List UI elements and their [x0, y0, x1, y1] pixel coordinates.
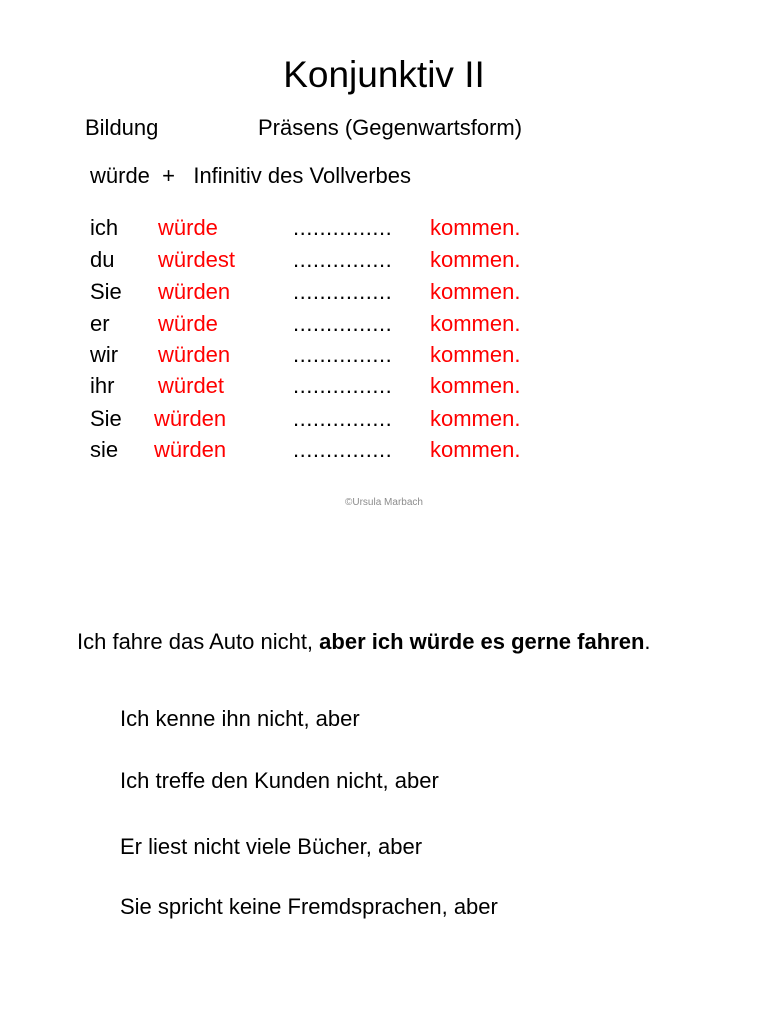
conjugation-row [0, 404, 768, 434]
exercise-item: Ich kenne ihn nicht, aber [120, 706, 360, 731]
auxiliary-verb: würde [158, 215, 218, 240]
auxiliary-verb: würdest [158, 247, 236, 272]
formula-text: würde + Infinitiv des Vollverbes [90, 163, 411, 188]
blank-dots: ............... [293, 406, 393, 431]
infinitive: kommen. [430, 373, 521, 398]
pronoun: sie [90, 437, 119, 462]
pronoun: wir [90, 342, 119, 367]
blank-dots: ............... [293, 311, 393, 336]
pronoun: du [90, 247, 115, 272]
blank-dots: ............... [293, 342, 393, 367]
conjugation-row [0, 213, 768, 243]
pronoun: ihr [90, 373, 115, 398]
praesens-label: Präsens (Gegenwartsform) [258, 115, 523, 140]
infinitive: kommen. [430, 311, 521, 336]
blank-dots: ............... [293, 437, 393, 462]
blank-dots: ............... [293, 279, 393, 304]
pronoun: Sie [90, 406, 122, 431]
example-plain: Ich fahre das Auto nicht, [77, 629, 320, 654]
auxiliary-verb: würde [158, 311, 218, 336]
conjugation-row [0, 245, 768, 275]
auxiliary-verb: würden [158, 279, 231, 304]
conjugation-row [0, 435, 768, 465]
conjugation-row [0, 309, 768, 339]
auxiliary-verb: würden [154, 406, 227, 431]
exercise-item: Ich treffe den Kunden nicht, aber [120, 768, 439, 793]
auxiliary-verb: würden [154, 437, 227, 462]
copyright-note: ©Ursula Marbach [345, 497, 423, 508]
exercise-item: Sie spricht keine Fremdsprachen, aber [120, 894, 498, 919]
example-end: . [644, 629, 651, 654]
infinitive: kommen. [430, 437, 521, 462]
blank-dots: ............... [293, 247, 393, 272]
infinitive: kommen. [430, 279, 521, 304]
conjugation-row [0, 340, 768, 370]
blank-dots: ............... [293, 215, 393, 240]
bildung-label: Bildung [85, 115, 159, 140]
blank-dots: ............... [293, 373, 393, 398]
infinitive: kommen. [430, 247, 521, 272]
exercise-item: Er liest nicht viele Bücher, aber [120, 834, 423, 859]
page-title: Konjunktiv II [283, 54, 485, 95]
infinitive: kommen. [430, 406, 521, 431]
pronoun: er [90, 311, 110, 336]
conjugation-row [0, 371, 768, 401]
pronoun: ich [90, 215, 119, 240]
conjugation-row [0, 277, 768, 307]
infinitive: kommen. [430, 215, 521, 240]
auxiliary-verb: würdet [158, 373, 225, 398]
infinitive: kommen. [430, 342, 521, 367]
example-sentence [77, 628, 651, 656]
pronoun: Sie [90, 279, 122, 304]
example-bold: aber ich würde es gerne fahren [319, 629, 645, 654]
auxiliary-verb: würden [158, 342, 231, 367]
